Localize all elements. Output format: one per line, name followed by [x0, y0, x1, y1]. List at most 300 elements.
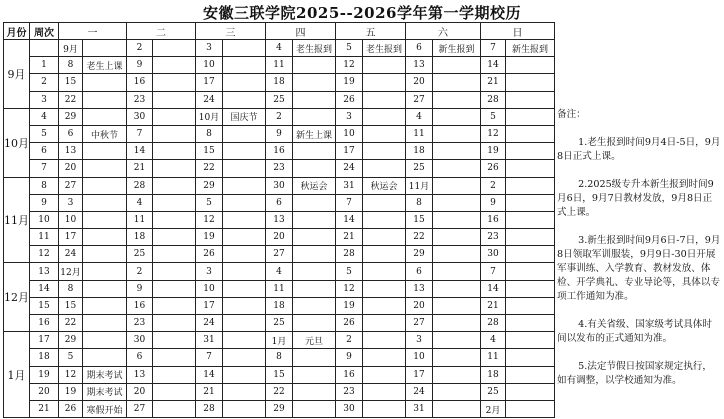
day-event [506, 194, 555, 211]
day-date: 11 [406, 125, 433, 142]
day-event [506, 315, 555, 332]
day-date: 10月 [196, 108, 223, 125]
day-event [506, 400, 555, 417]
day-date: 5 [196, 194, 223, 211]
day-event [363, 297, 406, 314]
week-number: 9 [30, 194, 59, 211]
week-number: 4 [30, 108, 59, 125]
day-event [223, 332, 266, 349]
day-date: 11 [127, 211, 153, 228]
note-item: 2.2025级专升本新生报到时间9月6日，9月7日教材发放，9月8日正式上课。 [557, 179, 714, 218]
day-event [223, 40, 266, 57]
day-date: 14 [127, 143, 153, 160]
day-date: 20 [59, 160, 83, 177]
day-event [83, 280, 127, 297]
week-row [4, 40, 555, 57]
day-event [153, 383, 196, 400]
day-date: 6 [127, 349, 153, 366]
day-event [153, 194, 196, 211]
day-date: 28 [336, 246, 363, 263]
day-date: 26 [196, 246, 223, 263]
day-event [223, 125, 266, 142]
week-number: 16 [30, 315, 59, 332]
day-event [433, 91, 481, 108]
day-event [83, 297, 127, 314]
day-date: 4 [406, 108, 433, 125]
week-number: 19 [30, 366, 59, 383]
day-date: 1月 [266, 332, 293, 349]
day-date: 27 [127, 400, 153, 417]
day-date: 22 [266, 383, 293, 400]
day-date: 11 [481, 349, 506, 366]
week-row [4, 177, 555, 194]
calendar-body [4, 40, 555, 418]
week-number: 11 [30, 229, 59, 246]
day-date: 25 [481, 383, 506, 400]
day-date: 24 [196, 91, 223, 108]
month-label: 10月 [4, 108, 30, 177]
day-event [223, 315, 266, 332]
day-event [153, 143, 196, 160]
day-event [506, 125, 555, 142]
day-date: 30 [127, 332, 153, 349]
month-label: 1月 [4, 332, 30, 418]
day-event [293, 400, 336, 417]
day-date: 19 [59, 383, 83, 400]
day-date: 17 [406, 366, 433, 383]
day-date: 6 [406, 40, 433, 57]
week-row [4, 211, 555, 228]
day-date: 16 [127, 297, 153, 314]
day-date: 26 [59, 400, 83, 417]
day-date: 29 [59, 108, 83, 125]
day-date: 23 [127, 91, 153, 108]
week-number: 21 [30, 400, 59, 417]
week-row [4, 349, 555, 366]
day-event [363, 263, 406, 280]
week-number: 17 [30, 332, 59, 349]
day-event [223, 177, 266, 194]
day-date: 21 [481, 74, 506, 91]
day-event: 老生上课 [83, 57, 127, 74]
day-event [506, 297, 555, 314]
day-date: 18 [266, 297, 293, 314]
header-week: 周次 [30, 23, 59, 40]
day-date: 3 [336, 108, 363, 125]
week-row [4, 297, 555, 314]
day-date: 11 [266, 280, 293, 297]
day-date: 27 [266, 246, 293, 263]
day-event [223, 74, 266, 91]
day-date: 13 [266, 211, 293, 228]
day-event [363, 57, 406, 74]
day-date: 12 [196, 211, 223, 228]
day-event [83, 246, 127, 263]
day-date: 10 [196, 280, 223, 297]
day-date: 25 [266, 91, 293, 108]
day-event [433, 332, 481, 349]
day-event [153, 91, 196, 108]
day-event [83, 91, 127, 108]
day-event [153, 57, 196, 74]
day-date: 13 [59, 143, 83, 160]
day-event [293, 211, 336, 228]
day-event [83, 143, 127, 160]
header-day-sun: 日 [481, 23, 555, 40]
day-event [506, 263, 555, 280]
day-event [433, 229, 481, 246]
day-event [363, 74, 406, 91]
day-date: 29 [266, 400, 293, 417]
day-date: 2 [127, 40, 153, 57]
day-date: 20 [127, 383, 153, 400]
day-date: 19 [481, 143, 506, 160]
day-event [293, 383, 336, 400]
day-date: 9 [266, 125, 293, 142]
day-date: 15 [266, 366, 293, 383]
day-date: 17 [196, 74, 223, 91]
day-event [153, 177, 196, 194]
day-event [293, 91, 336, 108]
day-event: 新生报到 [433, 40, 481, 57]
academic-calendar-table [3, 22, 555, 418]
day-date: 13 [406, 280, 433, 297]
day-date: 6 [406, 263, 433, 280]
day-date: 17 [196, 297, 223, 314]
day-event [153, 211, 196, 228]
day-event [153, 366, 196, 383]
day-date: 17 [336, 143, 363, 160]
day-event [153, 400, 196, 417]
day-event [433, 297, 481, 314]
day-event [433, 194, 481, 211]
day-event [83, 263, 127, 280]
day-date: 10 [406, 349, 433, 366]
day-date: 12 [59, 366, 83, 383]
day-date: 21 [196, 383, 223, 400]
day-date: 10 [336, 125, 363, 142]
day-date: 12 [336, 280, 363, 297]
day-event [363, 383, 406, 400]
day-date: 9 [127, 280, 153, 297]
day-date: 14 [481, 280, 506, 297]
day-date: 15 [59, 74, 83, 91]
day-event: 新生报到 [506, 40, 555, 57]
day-date: 16 [127, 74, 153, 91]
day-event [223, 366, 266, 383]
day-date: 7 [127, 125, 153, 142]
day-date: 16 [266, 143, 293, 160]
day-date: 2 [127, 263, 153, 280]
day-event [433, 400, 481, 417]
day-date: 16 [336, 366, 363, 383]
day-date: 27 [59, 177, 83, 194]
week-number: 20 [30, 383, 59, 400]
day-date: 24 [406, 383, 433, 400]
day-event [83, 108, 127, 125]
day-date: 8 [59, 280, 83, 297]
day-date: 4 [266, 263, 293, 280]
day-date: 22 [59, 91, 83, 108]
week-row [4, 57, 555, 74]
day-event [293, 366, 336, 383]
week-row [4, 108, 555, 125]
day-date: 7 [196, 349, 223, 366]
day-date: 2 [481, 177, 506, 194]
day-date: 22 [196, 160, 223, 177]
day-event [433, 74, 481, 91]
day-date: 31 [196, 332, 223, 349]
day-event [83, 332, 127, 349]
week-row [4, 194, 555, 211]
day-date: 18 [481, 366, 506, 383]
day-date: 20 [406, 74, 433, 91]
day-event [506, 211, 555, 228]
day-date: 4 [266, 40, 293, 57]
day-event [433, 315, 481, 332]
day-date: 5 [59, 349, 83, 366]
day-event [83, 229, 127, 246]
day-event [363, 108, 406, 125]
day-date: 16 [481, 211, 506, 228]
day-date: 22 [59, 315, 83, 332]
day-date: 8 [266, 349, 293, 366]
day-date: 3 [196, 40, 223, 57]
month-label: 11月 [4, 177, 30, 263]
day-date: 5 [336, 263, 363, 280]
day-event [223, 229, 266, 246]
day-event [506, 246, 555, 263]
day-event [83, 160, 127, 177]
day-date: 2 [266, 108, 293, 125]
day-event [153, 297, 196, 314]
day-event [363, 400, 406, 417]
day-date: 5 [336, 40, 363, 57]
day-event: 期末考试 [83, 366, 127, 383]
day-date: 29 [196, 177, 223, 194]
week-number: 1 [30, 57, 59, 74]
day-date: 14 [196, 366, 223, 383]
day-event [83, 40, 127, 57]
week-number: 5 [30, 125, 59, 142]
day-date: 14 [481, 57, 506, 74]
week-row [4, 315, 555, 332]
day-event: 中秋节 [83, 125, 127, 142]
day-event [363, 315, 406, 332]
day-event [433, 57, 481, 74]
day-date: 26 [336, 91, 363, 108]
day-event [153, 125, 196, 142]
day-date: 28 [481, 91, 506, 108]
day-date: 23 [336, 383, 363, 400]
day-event [153, 229, 196, 246]
day-event [223, 57, 266, 74]
day-event: 国庆节 [223, 108, 266, 125]
day-date: 21 [127, 160, 153, 177]
day-event [223, 160, 266, 177]
day-date: 8 [406, 194, 433, 211]
day-event [153, 315, 196, 332]
day-date: 31 [336, 177, 363, 194]
day-date: 12 [481, 125, 506, 142]
day-event [506, 229, 555, 246]
day-event [506, 57, 555, 74]
header-day-sat: 六 [406, 23, 481, 40]
day-event [223, 143, 266, 160]
day-event [153, 349, 196, 366]
day-event [433, 349, 481, 366]
note-item: 5.法定节假日按国家规定执行，如有调整，以学校通知为准。 [557, 361, 712, 386]
day-event [506, 332, 555, 349]
day-event [153, 332, 196, 349]
day-event [293, 349, 336, 366]
week-number: 18 [30, 349, 59, 366]
day-event [433, 383, 481, 400]
day-event [506, 160, 555, 177]
day-event: 新生上课 [293, 125, 336, 142]
day-event [293, 143, 336, 160]
day-date: 18 [127, 229, 153, 246]
day-event [153, 160, 196, 177]
day-event: 期末考试 [83, 383, 127, 400]
day-date: 29 [406, 246, 433, 263]
day-date: 26 [336, 315, 363, 332]
header-day-mon: 一 [59, 23, 127, 40]
day-date: 18 [266, 74, 293, 91]
day-date: 13 [406, 57, 433, 74]
day-date: 28 [196, 400, 223, 417]
day-date: 19 [336, 297, 363, 314]
day-date: 10 [196, 57, 223, 74]
month-label: 9月 [4, 40, 30, 109]
day-event [293, 297, 336, 314]
week-row [4, 400, 555, 417]
week-number [30, 40, 59, 57]
day-event [153, 246, 196, 263]
week-row [4, 280, 555, 297]
day-event [223, 246, 266, 263]
day-date: 24 [59, 246, 83, 263]
day-event [433, 108, 481, 125]
day-event [153, 280, 196, 297]
day-event: 秋运会 [363, 177, 406, 194]
day-date: 25 [406, 160, 433, 177]
day-event [83, 177, 127, 194]
day-date: 28 [481, 315, 506, 332]
week-row [4, 383, 555, 400]
day-date: 30 [127, 108, 153, 125]
week-row [4, 143, 555, 160]
day-event [363, 91, 406, 108]
day-event [433, 246, 481, 263]
day-date: 20 [266, 229, 293, 246]
day-event [363, 366, 406, 383]
day-date: 11 [266, 57, 293, 74]
day-event [363, 280, 406, 297]
day-event [433, 263, 481, 280]
day-event [506, 177, 555, 194]
week-row [4, 246, 555, 263]
day-event [223, 383, 266, 400]
day-date: 31 [406, 400, 433, 417]
day-date: 14 [336, 211, 363, 228]
day-date: 10 [59, 211, 83, 228]
day-event [433, 160, 481, 177]
day-event [363, 211, 406, 228]
header-day-fri: 五 [336, 23, 406, 40]
day-date: 21 [336, 229, 363, 246]
day-event [433, 366, 481, 383]
day-date: 18 [406, 143, 433, 160]
day-event [223, 280, 266, 297]
week-row [4, 125, 555, 142]
day-event [363, 349, 406, 366]
day-date: 6 [266, 194, 293, 211]
day-date: 12月 [59, 263, 83, 280]
day-event [293, 280, 336, 297]
day-event [223, 400, 266, 417]
day-event [293, 57, 336, 74]
day-date: 7 [481, 40, 506, 57]
day-event [83, 315, 127, 332]
notes-heading: 备注： [557, 109, 586, 120]
day-event [293, 263, 336, 280]
day-event [433, 177, 481, 194]
day-event [83, 194, 127, 211]
week-row [4, 74, 555, 91]
week-row [4, 332, 555, 349]
week-row [4, 229, 555, 246]
day-date: 30 [336, 400, 363, 417]
day-date: 15 [196, 143, 223, 160]
day-event [433, 125, 481, 142]
day-event: 秋运会 [293, 177, 336, 194]
day-date: 19 [196, 229, 223, 246]
day-event: 老生报到 [293, 40, 336, 57]
day-date: 24 [336, 160, 363, 177]
week-row [4, 263, 555, 280]
day-date: 15 [406, 211, 433, 228]
week-number: 15 [30, 297, 59, 314]
day-event [223, 349, 266, 366]
day-date: 22 [406, 229, 433, 246]
day-event [506, 366, 555, 383]
day-event [433, 280, 481, 297]
day-date: 4 [127, 194, 153, 211]
day-date: 26 [481, 160, 506, 177]
week-number: 7 [30, 160, 59, 177]
header-row [4, 23, 555, 40]
day-date: 17 [59, 229, 83, 246]
day-date: 9月 [59, 40, 83, 57]
header-day-tue: 二 [127, 23, 196, 40]
day-event [293, 246, 336, 263]
day-event [153, 263, 196, 280]
day-date: 9 [336, 349, 363, 366]
day-event: 寒假开始 [83, 400, 127, 417]
day-date: 6 [59, 125, 83, 142]
day-date: 2月 [481, 400, 506, 417]
day-event [363, 125, 406, 142]
day-event [223, 263, 266, 280]
day-date: 28 [127, 177, 153, 194]
day-date: 27 [406, 315, 433, 332]
day-event [506, 349, 555, 366]
day-date: 24 [196, 315, 223, 332]
day-date: 4 [481, 332, 506, 349]
day-event [506, 91, 555, 108]
day-date: 23 [481, 229, 506, 246]
